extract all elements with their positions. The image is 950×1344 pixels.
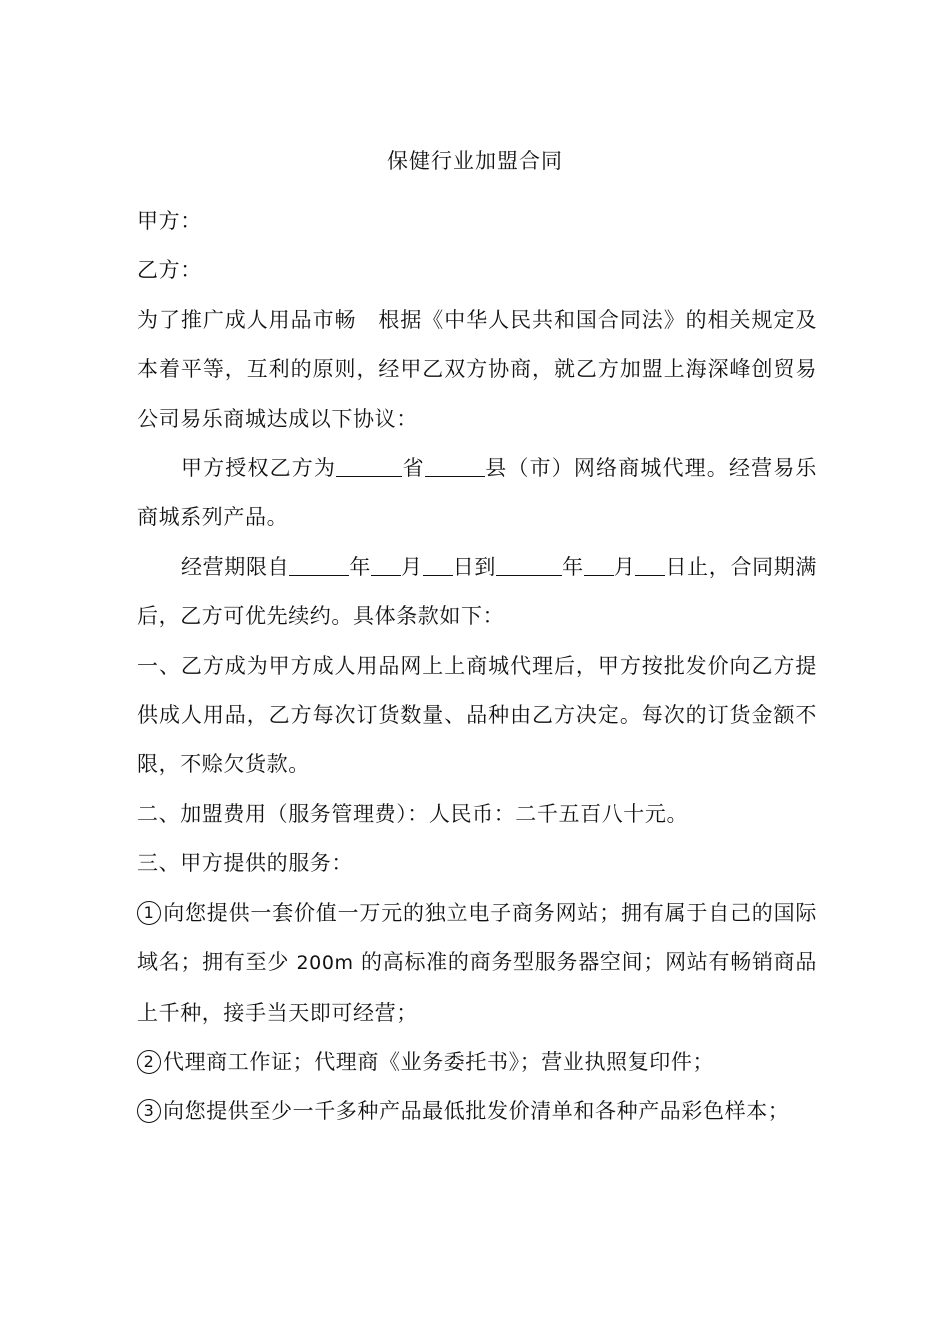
party-a-line: 甲方： [137,209,202,233]
term-month-1: 月 [400,554,423,579]
auth-text-2: 省 [402,456,425,481]
document-body [137,197,817,1137]
county-blank [425,456,485,477]
term-month-2: 月 [613,554,636,579]
intro-paragraph: 为了推广成人用品市畅 根据《中华人民共和国合同法》的相关规定及本着平等，互利的原则，经甲乙双方协商，就乙方加盟上海深峰创贸易公司易乐商城达成以下协议： [137,307,817,431]
end-month-blank [584,555,614,576]
auth-text-1: 甲方授权乙方为 [181,456,337,481]
term-year-1: 年 [349,554,371,579]
term-day-1: 日到 [452,554,497,579]
province-blank [336,456,402,477]
clause-1: 一、乙方成为甲方成人用品网上上商城代理后，甲方按批发价向乙方提供成人用品，乙方每次订货数量、品种由乙方决定。每次的订货金额不限，不赊欠货款。 [137,653,817,777]
service-2-text: 代理商工作证；代理商《业务委托书》；营业执照复印件； [163,1049,715,1074]
term-paragraph [137,543,817,642]
start-month-blank [371,555,401,576]
service-3-text: 向您提供至少一千多种产品最低批发价清单和各种产品彩色样本； [163,1099,790,1124]
service-item-2 [137,1038,817,1087]
document-title: 保健行业加盟合同 [387,149,563,173]
end-day-blank [635,555,665,576]
term-text-1: 经营期限自 [181,554,290,579]
term-year-2: 年 [562,554,584,579]
service-1-storage: 200m [296,952,354,975]
clause-2: 二、加盟费用（服务管理费）：人民币：二千五百八十元。 [137,801,689,826]
start-year-blank [289,555,349,576]
circled-number-1-icon: 1 [137,901,161,925]
party-b-line: 乙方： [137,258,202,283]
term-day-2: 日止，合同期满后，乙方可优先续约。具体条款如下： [137,554,817,629]
circled-number-3-icon: 3 [137,1099,161,1123]
clause-3: 三、甲方提供的服务： [137,851,353,876]
service-1-text-a: 向您提供一套价值一万元的独立电子商务网站；拥有属于自己的国际域名；拥有至少 [137,900,817,975]
circled-number-2-icon: 2 [137,1050,161,1074]
service-item-3 [137,1087,817,1136]
auth-text-3: 县（市）网络商城代理。经营易乐商城系列产品。 [137,456,817,530]
service-item-1 [137,889,817,1038]
end-year-blank [496,555,562,576]
authorization-paragraph [137,444,817,543]
start-day-blank [423,555,453,576]
service-1-text-b: 的高标准的商务型服务器空间；网站有畅销商品上千种，接手当天即可经营； [137,950,817,1025]
